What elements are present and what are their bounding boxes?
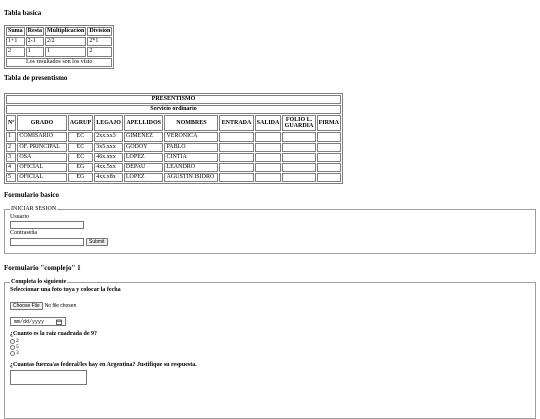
presentismo-cell: 4xx.5xx [94,163,123,172]
presentismo-heading: Tabla de presentismo [4,74,68,82]
password-label: Contraseña [10,230,37,237]
choose-file-button[interactable]: Choose File [10,302,43,310]
file-status: No file chosen [44,303,77,310]
question-1: ¿Cuanto es la raiz cuadrada de 9? [10,331,97,338]
basic-header-cell: Multiplicacion [45,27,86,36]
presentismo-cell: OFICIAL [17,173,66,182]
basic-cell: 2 [87,47,112,56]
presentismo-header: APELLIDOS [124,115,164,131]
password-input[interactable] [10,238,84,246]
presentismo-cell: CINTIA [164,153,218,162]
presentismo-cell: LOPEZ [124,173,164,182]
presentismo-header: FOLIO L. GUARDIA [282,115,315,131]
presentismo-cell-empty [219,153,253,162]
presentismo-cell: PABLO [164,143,218,152]
table-row [6,153,341,162]
login-fieldset [4,206,536,254]
presentismo-cell-empty [219,132,253,141]
calendar-icon[interactable] [56,319,62,325]
presentismo-cell-empty [282,143,315,152]
presentismo-header: ENTRADA [219,115,253,131]
presentismo-cell-empty [255,143,282,152]
table-row [6,173,341,182]
presentismo-cell: AGUSTIN ISIDRO [164,173,218,182]
presentismo-cell: 3x5.xxx [94,143,123,152]
username-input[interactable] [10,221,84,229]
complex-fieldset [4,279,536,419]
presentismo-cell: 4xx.x8x [94,173,123,182]
presentismo-cell: OFICIAL [17,163,66,172]
presentismo-cell: EC [68,153,94,162]
presentismo-title: PRESENTISMO [6,95,341,104]
presentismo-header: AGRUP [68,115,94,131]
presentismo-cell-empty [282,132,315,141]
complex-legend: Completa lo siguiente [11,279,67,285]
basic-header-cell: Division [87,27,112,36]
presentismo-cell: 1 [6,132,16,141]
table-row [6,37,112,46]
presentismo-header: Nº [6,115,16,131]
presentismo-cell-empty [317,173,341,182]
presentismo-cell: GIMENEZ [124,132,164,141]
radio-option-3[interactable] [10,351,530,357]
submit-button[interactable]: Submit [86,238,108,246]
presentismo-cell: COMISARIO [17,132,66,141]
presentismo-cell-empty [255,163,282,172]
basic-table-footer: Los resultados son los visto [6,58,112,67]
basic-header-cell: Suma [6,27,25,36]
presentismo-cell: DEPAU [124,163,164,172]
basic-cell: 1+1 [6,37,25,46]
presentismo-cell: EC [68,132,94,141]
basic-cell: 2*1 [87,37,112,46]
presentismo-cell-empty [219,163,253,172]
radio-circle[interactable] [10,351,15,356]
presentismo-cell: EG [68,173,94,182]
presentismo-cell-empty [255,173,282,182]
basic-cell: 1 [26,47,44,56]
basic-cell: 1 [45,47,86,56]
presentismo-cell: 4 [6,163,16,172]
presentismo-subtitle: Servicio ordinario [6,105,341,114]
presentismo-cell: 3 [6,153,16,162]
radio-label: 5 [16,344,19,351]
photo-label: Seleccionar una foto tuya y colocar la fecha [10,287,121,294]
presentismo-header: NOMBRES [164,115,218,131]
presentismo-cell: 2xx.xx3 [94,132,123,141]
user-label: Usuario [10,214,29,221]
presentismo-cell-empty [317,153,341,162]
question-2: ¿Cuantas fuerza/as federal/les hay en Argentina? Justifique su respuesta. [10,361,197,368]
radio-label: 2 [16,338,19,345]
presentismo-cell: EC [68,143,94,152]
presentismo-header: LEGAJO [94,115,123,131]
presentismo-cell: 46x.xxx [94,153,123,162]
presentismo-cell: EG [68,163,94,172]
basic-form-heading: Formulario basico [4,191,60,199]
basic-cell: 2-1 [26,37,44,46]
presentismo-cell-empty [282,153,315,162]
table-row [6,47,112,56]
presentismo-cell: LOPEZ [124,153,164,162]
login-legend: INICIAR SESION [11,206,57,212]
date-placeholder: mm/dd/yyyy [14,318,45,325]
presentismo-cell-empty [255,132,282,141]
table-row [6,163,341,172]
presentismo-cell-empty [219,143,253,152]
presentismo-cell: 2 [6,143,16,152]
presentismo-cell: OSA [17,153,66,162]
basic-table [4,25,114,69]
presentismo-cell-empty [317,163,341,172]
presentismo-cell: 5 [6,173,16,182]
presentismo-table [4,93,343,184]
answer-textarea[interactable] [10,370,87,385]
presentismo-cell-empty [317,132,341,141]
radio-circle[interactable] [10,345,15,350]
presentismo-header: SALIDA [255,115,282,131]
presentismo-cell: OF. PRINCIPAL [17,143,66,152]
radio-circle[interactable] [10,339,15,344]
basic-cell: 2/2 [45,37,86,46]
presentismo-cell-empty [282,173,315,182]
table-row [6,132,341,141]
table-row [6,143,341,152]
presentismo-cell-empty [255,153,282,162]
presentismo-cell-empty [219,173,253,182]
date-input[interactable] [10,317,66,326]
presentismo-cell-empty [317,143,341,152]
presentismo-header: FIRMA [317,115,341,131]
presentismo-cell-empty [282,163,315,172]
basic-header-cell: Resta [26,27,44,36]
presentismo-cell: GODOY [124,143,164,152]
basic-table-heading: Tabla basica [4,9,42,17]
basic-cell: 2 [6,47,25,56]
presentismo-header: GRADO [17,115,66,131]
presentismo-cell: VERONICA [164,132,218,141]
radio-label: 3 [16,350,19,357]
presentismo-cell: LEANDRO [164,163,218,172]
complex-form-heading: Formulario "complejo" 1 [4,264,81,272]
